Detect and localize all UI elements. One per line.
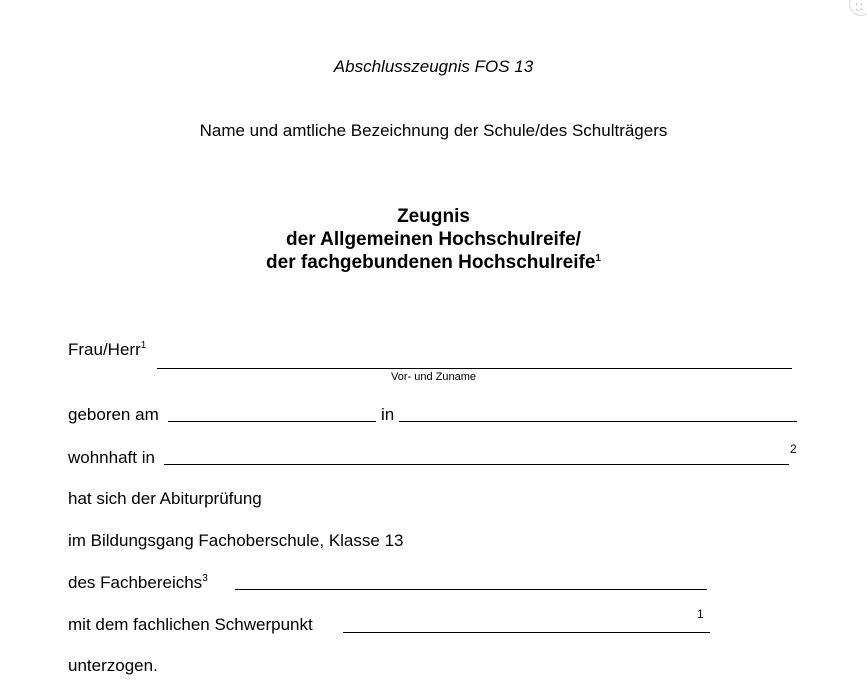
- department-label: [68, 573, 208, 593]
- residence-footnote: 2: [790, 442, 797, 456]
- heading-line-3-text: der fachgebundenen Hochschulreife: [266, 252, 596, 273]
- focus-label: mit dem fachlichen Schwerpunkt: [68, 615, 313, 634]
- heading-line-3: [0, 251, 867, 277]
- birthplace-field-line[interactable]: [399, 421, 797, 422]
- department-label-text: des Fachbereichs: [68, 573, 203, 592]
- name-field-line[interactable]: [157, 368, 792, 369]
- heading-line-1: Zeugnis: [397, 206, 470, 227]
- born-in-label: in: [381, 405, 395, 424]
- residence-label: wohnhaft in: [68, 448, 155, 467]
- expand-icon[interactable]: ⛶: [849, 0, 867, 16]
- program-text: im Bildungsgang Fachoberschule, Klasse 13: [68, 531, 404, 550]
- footnote-marker: 1: [140, 340, 147, 351]
- name-label: [68, 340, 146, 360]
- born-label: geboren am: [68, 405, 159, 424]
- focus-field-line[interactable]: [343, 632, 710, 633]
- document-heading: [0, 205, 867, 277]
- name-caption: Vor- und Zuname: [391, 371, 476, 383]
- exam-text: hat sich der Abiturprüfung: [68, 489, 262, 508]
- heading-line-2: der Allgemeinen Hochschulreife/: [286, 229, 581, 250]
- school-name-line: Name und amtliche Bezeichnung der Schule/des Schulträgers: [199, 121, 668, 140]
- department-field-line[interactable]: [235, 589, 707, 590]
- born-date-field-line[interactable]: [168, 421, 376, 422]
- residence-field-line[interactable]: [164, 464, 789, 465]
- document-subtitle: Abschlusszeugnis FOS 13: [333, 57, 534, 76]
- focus-footnote: 1: [697, 607, 704, 621]
- footnote-marker: 3: [202, 573, 208, 584]
- closing-text: unterzogen.: [68, 656, 158, 675]
- name-label-text: Frau/Herr: [68, 340, 141, 359]
- footnote-marker: 1: [595, 253, 601, 264]
